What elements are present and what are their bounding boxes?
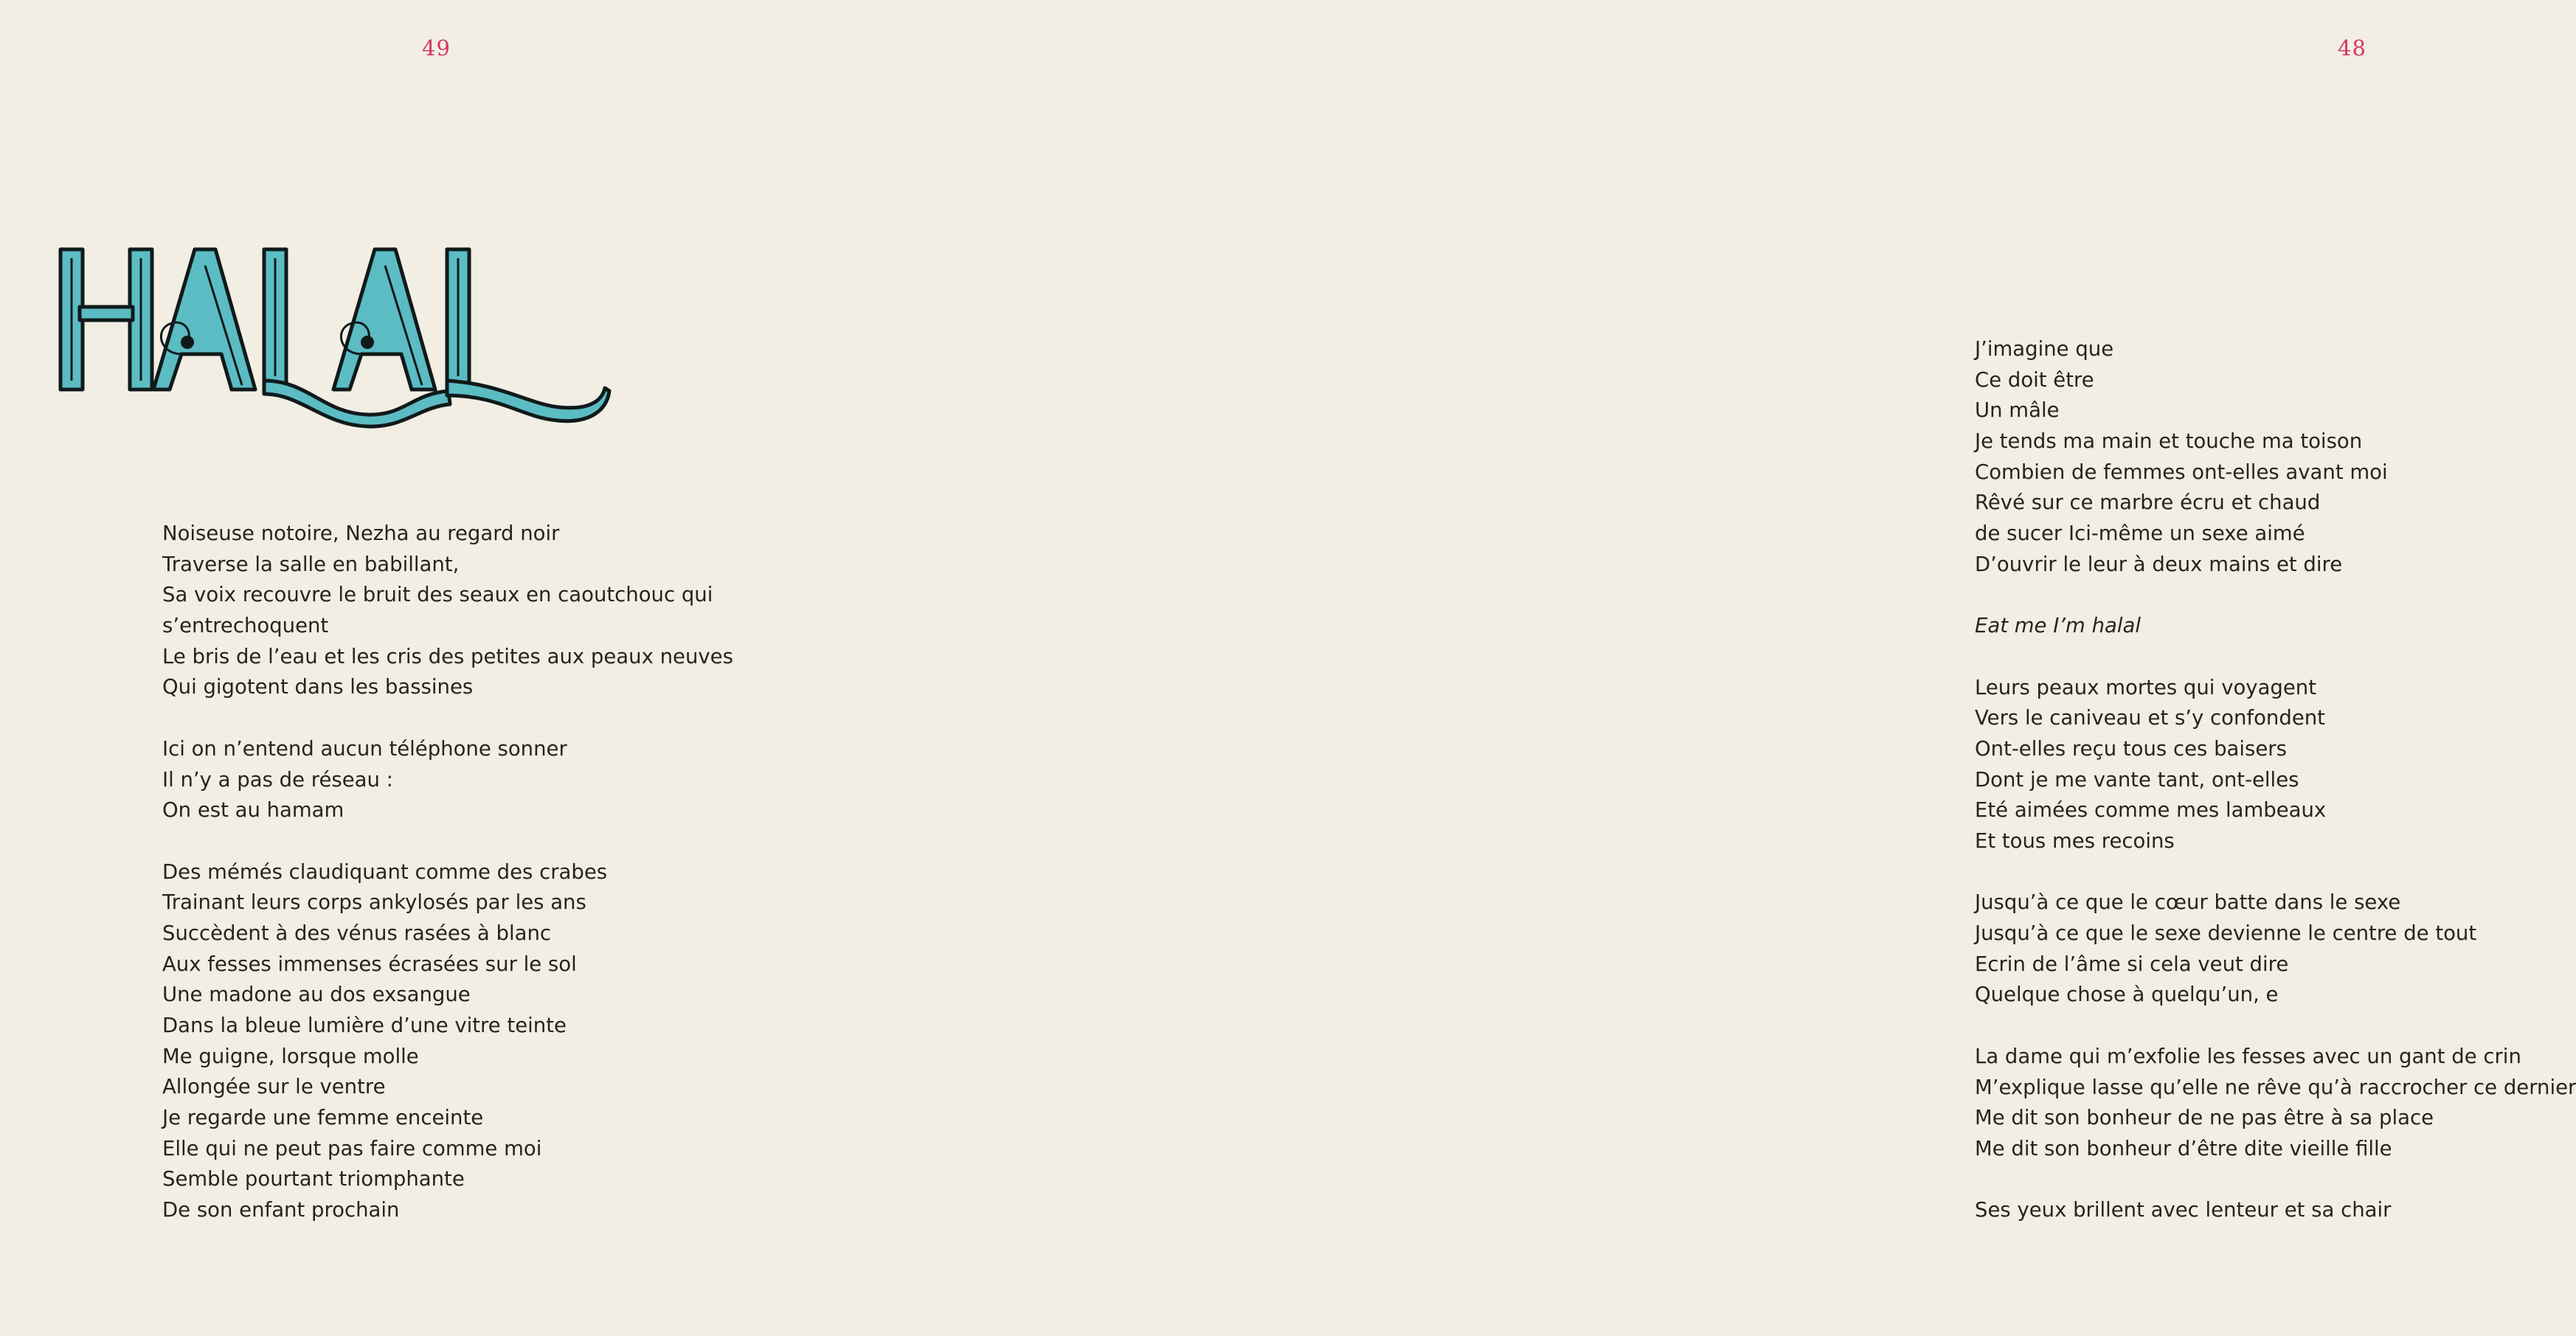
poem-line: Ont-elles reçu tous ces baisers	[1975, 736, 2287, 761]
poem-line: Ce doit être	[1975, 367, 2094, 392]
poem-line: Ses yeux brillent avec lenteur et sa chair	[1975, 1198, 2392, 1222]
poem-line: Qui gigotent dans les bassines	[162, 675, 474, 699]
poem-line: Ici on n’entend aucun téléphone sonner	[162, 736, 567, 761]
stanza-break	[162, 826, 733, 857]
poem-line: Dans la bleue lumière d’une vitre teinte	[162, 1014, 567, 1037]
stanza-break	[1975, 857, 2576, 888]
poem-line: D’ouvrir le leur à deux mains et dire	[1975, 552, 2343, 576]
poem-line: Combien de femmes ont-elles avant moi	[1975, 460, 2388, 484]
poem-line: s’entrechoquent	[162, 614, 329, 638]
poem-line: Trainant leurs corps ankylosés par les ans	[162, 890, 586, 915]
poem-line: Elle qui ne peut pas faire comme moi	[162, 1136, 542, 1160]
poem-line: Eté aimées comme mes lambeaux	[1975, 798, 2327, 823]
poem-line: Dont je me vante tant, ont-elles	[1975, 767, 2299, 792]
left-page	[0, 0, 929, 1336]
poem-line: Me guigne, lorsque molle	[162, 1044, 419, 1068]
right-page	[929, 0, 2576, 1336]
poem-line: Vers le caniveau et s’y confondent	[1975, 706, 2325, 730]
poem-line: La dame qui m’exfolie les fesses avec un gant de crin	[1975, 1044, 2521, 1068]
stanza-break	[1975, 581, 2576, 612]
poem-left-column	[162, 519, 733, 1226]
poem-line: Allongée sur le ventre	[162, 1075, 386, 1099]
poem-line: Sa voix recouvre le bruit des seaux en caoutchouc qui	[162, 583, 713, 607]
poem-right-column	[1975, 334, 2576, 1226]
poem-line: Des mémés claudiquant comme des crabes	[162, 859, 608, 884]
poem-line: Aux fesses immenses écrasées sur le sol	[162, 952, 577, 976]
poem-line: Il n’y a pas de réseau :	[162, 767, 393, 792]
poem-line: Je regarde une femme enceinte	[162, 1106, 484, 1130]
poem-line: Ecrin de l’âme si cela veut dire	[1975, 952, 2289, 976]
poem-line: De son enfant prochain	[162, 1198, 400, 1222]
poem-line: Jusqu’à ce que le cœur batte dans le sexe	[1975, 890, 2401, 915]
poem-line: Leurs peaux mortes qui voyagent	[1975, 675, 2317, 699]
poem-line: Un mâle	[1975, 398, 2060, 423]
poem-line: On est au hamam	[162, 798, 344, 823]
poem-line: Me dit son bonheur de ne pas être à sa place	[1975, 1106, 2434, 1130]
poem-line: M’explique lasse qu’elle ne rêve qu’à raccrocher ce dernier	[1975, 1075, 2576, 1099]
stanza-break	[1975, 1011, 2576, 1042]
poem-line: de sucer Ici-même un sexe aimé	[1975, 522, 2305, 546]
stanza-break	[162, 703, 733, 734]
poem-line: Jusqu’à ce que le sexe devienne le centre de tout	[1975, 921, 2477, 946]
stanza-break	[1975, 1165, 2576, 1196]
poem-line: Rêvé sur ce marbre écru et chaud	[1975, 491, 2321, 515]
poem-line: Et tous mes recoins	[1975, 829, 2175, 853]
poem-line: Je tends ma main et touche ma toison	[1975, 429, 2363, 454]
poem-line: Une madone au dos exsangue	[162, 983, 471, 1007]
poem-line: Noiseuse notoire, Nezha au regard noir	[162, 522, 560, 545]
poem-line: Succèdent à des vénus rasées à blanc	[162, 921, 552, 945]
poem-line: Eat me I’m halal	[1975, 614, 2141, 638]
page-number-left: 49	[422, 35, 451, 60]
stanza-break	[1975, 642, 2576, 673]
poem-line: Semble pourtant triomphante	[162, 1167, 465, 1191]
poem-line: Me dit son bonheur d’être dite vieille fille	[1975, 1136, 2392, 1160]
decorative-title-halal	[58, 243, 611, 428]
poem-line: Traverse la salle en babillant,	[162, 552, 460, 576]
page-number-right: 48	[2338, 35, 2366, 60]
poem-line: J’imagine que	[1975, 337, 2114, 361]
poem-line: Le bris de l’eau et les cris des petites aux peaux neuves	[162, 644, 733, 668]
halal-lettering-art	[58, 243, 611, 428]
poem-line: Quelque chose à quelqu’un, e	[1975, 983, 2279, 1007]
